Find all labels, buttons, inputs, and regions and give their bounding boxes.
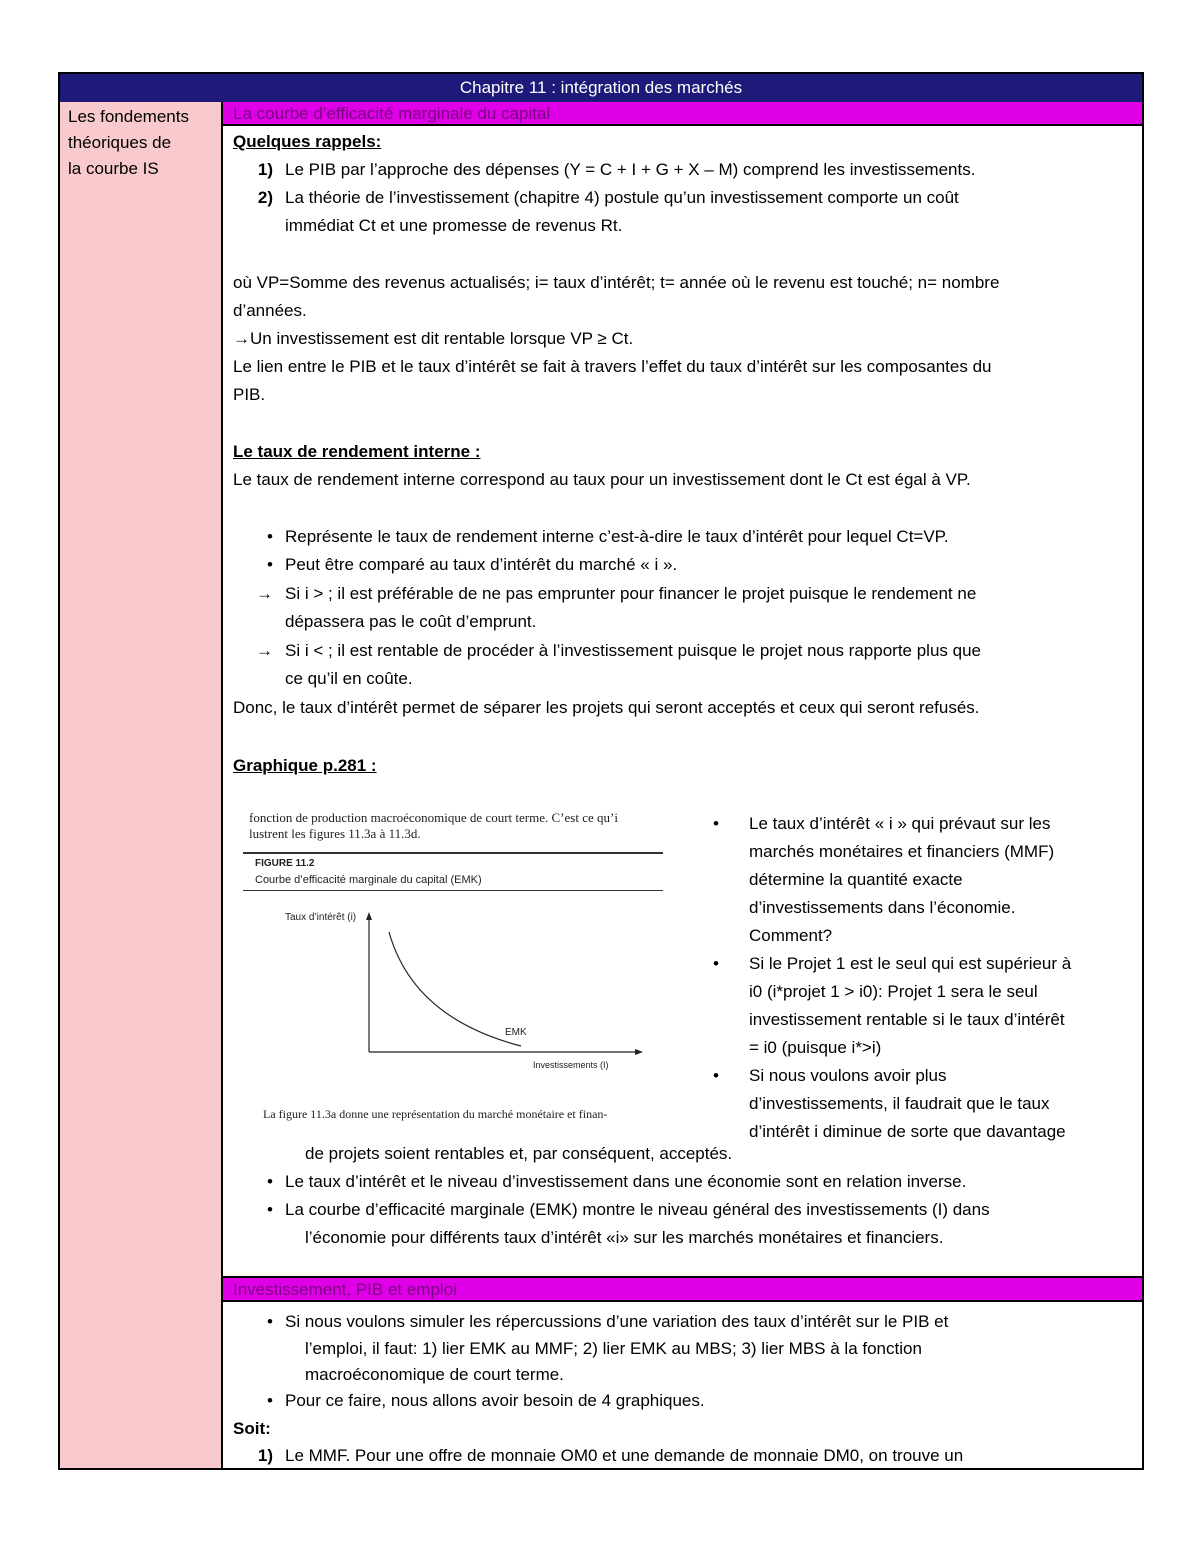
s2-bullet-1-cont: macroéconomique de court terme. <box>305 1365 564 1384</box>
rappels-title: Quelques rappels: <box>233 132 382 151</box>
bullet-icon: • <box>267 1172 273 1191</box>
emk-figure <box>243 808 663 1128</box>
arrow-icon: → <box>256 641 273 660</box>
y-axis-arrow <box>366 912 372 920</box>
rappel-item-1: 1) Le PIB par l’approche des dépenses (Y = C + I + G + X – M) comprend les investissements. <box>257 160 976 179</box>
end-bullet-2-cont: l’économie pour différents taux d’intérêt «i» sur les marchés monétaires et financiers. <box>305 1228 944 1247</box>
figure-side-bullets <box>713 810 1133 1146</box>
bullet-icon: • <box>713 954 719 973</box>
arrow-item-2: → Si i < ; il est rentable de procéder à l’investissement puisque le projet nous rapporte plus que <box>233 637 981 665</box>
rappel-item-2: 2) La théorie de l’investissement (chapitre 4) postule qu’un investissement comporte un coût <box>257 188 959 207</box>
rentable-statement: →Un investissement est dit rentable lorsque VP ≥ Ct. <box>233 329 634 348</box>
figure-title: Courbe d’efficacité marginale du capital (EMK) <box>255 874 482 886</box>
tri-bullet-2: • Peut être comparé au taux d’intérêt du marché « i ». <box>233 551 677 579</box>
graph-title: Graphique p.281 : <box>233 756 377 775</box>
chapter-table <box>58 72 1144 1470</box>
bullet-icon: • <box>267 1200 273 1219</box>
end-bullet-1: • Le taux d’intérêt et le niveau d’investissement dans une économie sont en relation inverse. <box>233 1168 966 1196</box>
arrow-item-2-cont: ce qu’il en coûte. <box>285 669 413 688</box>
emk-curve <box>389 932 521 1046</box>
arrow-item-1-cont: dépassera pas le coût d’emprunt. <box>285 612 537 631</box>
x-axis-label: Investissements (I) <box>533 1060 609 1070</box>
y-axis-label: Taux d’intérêt (i) <box>285 912 357 923</box>
section-header-investissement: Investissement, PIB et emploi <box>223 1278 1142 1302</box>
right-column <box>223 102 1142 1468</box>
bullet-icon: • <box>713 1066 719 1085</box>
emk-curve-label: EMK <box>505 1027 527 1038</box>
left-column <box>60 102 223 1468</box>
s2-bullet-2: • Pour ce faire, nous allons avoir besoin de 4 graphiques. <box>233 1387 705 1415</box>
donc-text: Donc, le taux d’intérêt permet de séparer les projets qui seront acceptés et ceux qui seront refusés. <box>233 698 980 717</box>
s2-item-1: 1) Le MMF. Pour une offre de monnaie OM0 et une demande de monnaie DM0, on trouve un <box>257 1446 964 1465</box>
figure-caption-bottom: La figure 11.3a donne une représentation du marché monétaire et finan- <box>263 1107 608 1121</box>
end-bullet-2: • La courbe d’efficacité marginale (EMK) montre le niveau général des investissements (I) dans <box>233 1196 990 1224</box>
s2-bullet-1: • Si nous voulons simuler les répercussions d’une variation des taux d’intérêt sur le PIB et <box>233 1308 948 1336</box>
side-bullet-1: • Le taux d’intérêt « i » qui prévaut sur les marchés monétaires et financiers (MMF) détermine la quantité exacte d’investissements dans l’économie. Comment? <box>713 810 1133 950</box>
vp-definition: où VP=Somme des revenus actualisés; i= taux d’intérêt; t= année où le revenu est touché; n= nombre <box>233 273 1000 292</box>
chapter-title: Chapitre 11 : intégration des marchés <box>60 74 1142 104</box>
lien-pib-text-cont: PIB. <box>233 385 266 404</box>
soit-label: Soit: <box>233 1419 271 1438</box>
tri-text: Le taux de rendement interne correspond au taux pour un investissement dont le Ct est égal à VP. <box>233 470 971 489</box>
vp-definition-cont: d’années. <box>233 301 307 320</box>
arrow-icon: → <box>233 329 250 348</box>
lien-pib-text: Le lien entre le PIB et le taux d’intérêt se fait à travers l’effet du taux d’intérêt sur les composantes du <box>233 357 992 376</box>
arrow-icon: → <box>256 584 273 603</box>
tri-bullet-1: • Représente le taux de rendement interne c’est-à-dire le taux d’intérêt pour lequel Ct=VP. <box>233 523 949 551</box>
s2-bullet-1-cont: l’emploi, il faut: 1) lier EMK au MMF; 2) lier EMK au MBS; 3) lier MBS à la fonction <box>305 1339 922 1358</box>
bullet-icon: • <box>267 555 273 574</box>
bullet-icon: • <box>713 814 719 833</box>
tri-title: Le taux de rendement interne : <box>233 442 481 461</box>
section-header-emk: La courbe d’efficacité marginale du capital <box>223 102 1142 126</box>
left-label-line: la courbe IS <box>68 159 159 178</box>
continuation-text: de projets soient rentables et, par conséquent, acceptés. <box>305 1144 733 1163</box>
bullet-icon: • <box>267 527 273 546</box>
figure-caption-top: fonction de production macroéconomique de court terme. C’est ce qu’i lustrent les figures 11.3a à 11.3d. <box>249 810 618 841</box>
side-bullet-3: • Si nous voulons avoir plus d’investissements, il faudrait que le taux d’intérêt i diminue de sorte que davantage <box>713 1062 1133 1146</box>
bullet-icon: • <box>267 1312 273 1331</box>
x-axis-arrow <box>635 1049 643 1055</box>
left-label-line: Les fondements <box>68 107 189 126</box>
bullet-icon: • <box>267 1391 273 1410</box>
figure-number: FIGURE 11.2 <box>255 858 315 869</box>
arrow-item-1: → Si i > ; il est préférable de ne pas emprunter pour financer le projet puisque le rendement ne <box>233 580 976 608</box>
rappel-item-2-cont: immédiat Ct et une promesse de revenus Rt. <box>285 216 623 235</box>
side-bullet-2: • Si le Projet 1 est le seul qui est supérieur à i0 (i*projet 1 > i0): Projet 1 sera le seul investissement rentable si le taux d’intérêt = i0 (puisque i*>i) <box>713 950 1133 1062</box>
left-label-line: théoriques de <box>68 133 172 152</box>
